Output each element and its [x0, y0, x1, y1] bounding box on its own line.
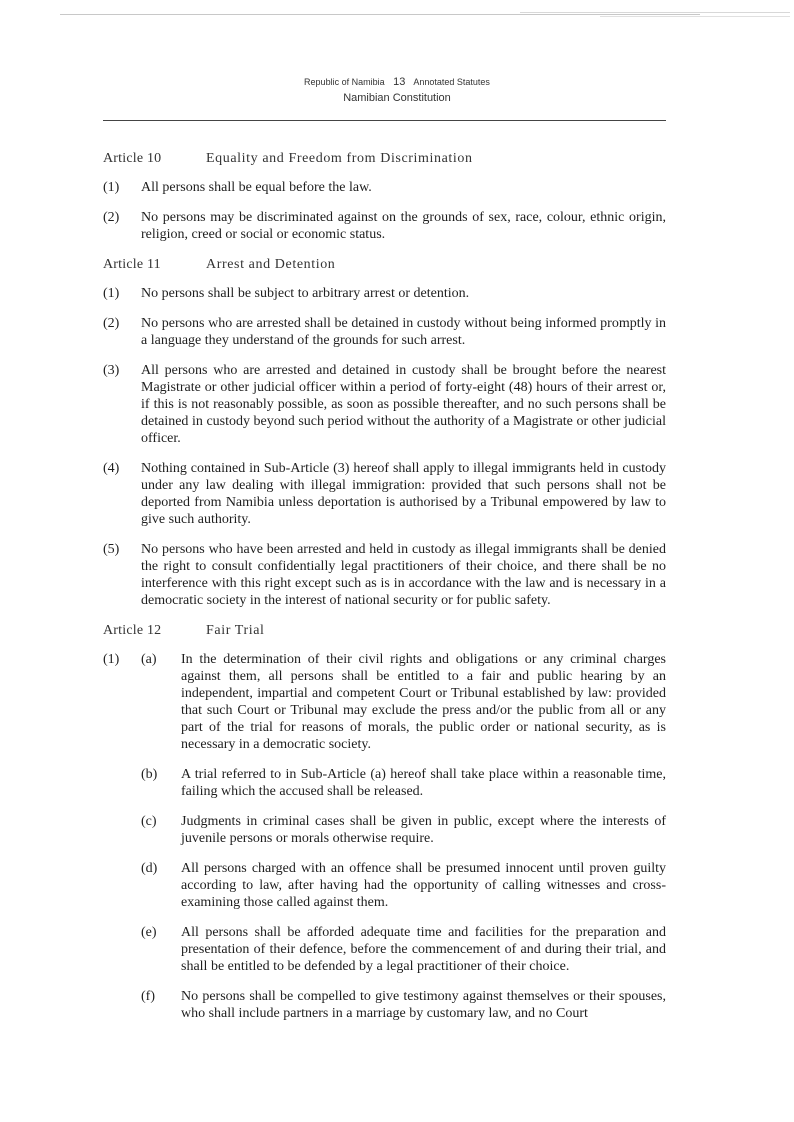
document-title: Namibian Constitution [343, 92, 451, 104]
article-title: Equality and Freedom from Discrimination [206, 151, 473, 166]
paragraph-number: (1) [103, 652, 120, 667]
subparagraph-text: No persons shall be compelled to give testimony against themselves or their spouses, who shall include partners in a marriage by customary law, and no Court [181, 989, 666, 1021]
paragraph-number-spacer [103, 860, 141, 911]
article-subparagraph [103, 813, 666, 847]
article-subparagraph [103, 924, 666, 975]
header-series: Annotated Statutes [413, 77, 490, 87]
subparagraph-letter: (a) [141, 652, 157, 667]
article-number: Article 10 [103, 151, 162, 166]
paragraph-number-spacer [103, 924, 141, 975]
paragraph-number: (3) [103, 363, 120, 378]
scan-line [600, 16, 790, 17]
subparagraph-letter: (b) [141, 767, 158, 782]
article-paragraph [103, 209, 666, 243]
subparagraph-text: A trial referred to in Sub-Article (a) hereof shall take place within a reasonable time, failing which the accused shall be released. [181, 767, 666, 799]
paragraph-number-spacer [103, 813, 141, 847]
subparagraph-letter: (f) [141, 989, 155, 1004]
paragraph-text: All persons shall be equal before the law. [141, 180, 372, 195]
article-subparagraph [103, 766, 666, 800]
scan-line [60, 14, 700, 15]
document-body [103, 150, 666, 1035]
paragraph-number: (4) [103, 461, 120, 476]
scan-line [520, 12, 790, 13]
article-number: Article 11 [103, 257, 161, 272]
subparagraph-letter: (c) [141, 814, 157, 829]
article-subparagraph [103, 860, 666, 911]
article-heading [103, 150, 666, 167]
paragraph-number: (1) [103, 180, 120, 195]
paragraph-text: No persons who are arrested shall be detained in custody without being informed promptly in a language they understand of the grounds for such arrest. [141, 316, 666, 348]
article-paragraph [103, 541, 666, 609]
scan-artifact-top [0, 12, 794, 18]
header-rule [103, 120, 666, 121]
paragraph-number-spacer [103, 988, 141, 1022]
paragraph-text: No persons shall be subject to arbitrary arrest or detention. [141, 286, 470, 301]
subparagraph-text: In the determination of their civil rights and obligations or any criminal charges against them, all persons shall be entitled to a fair and public hearing by an independent, impartial and competent Court or Tribunal established by law: provided that such Court or Tribunal may exclude the press and/or the public from all or any part of the trial for reasons of morals, the public order or national security, as is necessary in a democratic society. [181, 652, 666, 752]
article-title: Arrest and Detention [206, 257, 336, 272]
paragraph-text: No persons may be discriminated against on the grounds of sex, race, colour, ethnic origin, religion, creed or social or economic status. [141, 210, 666, 242]
paragraph-number: (2) [103, 210, 120, 225]
article-subparagraph [103, 988, 666, 1022]
article-paragraph [103, 179, 666, 196]
paragraph-text: Nothing contained in Sub-Article (3) hereof shall apply to illegal immigrants held in custody under any law dealing with illegal immigration: provided that such persons shall not be deported from Namibia unless deportation is authorised by a Tribunal empowered by law to give such authority. [141, 461, 666, 527]
article-paragraph [103, 285, 666, 302]
article-paragraph [103, 315, 666, 349]
header-line [0, 76, 794, 88]
article-title: Fair Trial [206, 623, 265, 638]
subparagraph-letter: (d) [141, 861, 158, 876]
page-number: 13 [393, 76, 406, 88]
article-number: Article 12 [103, 623, 162, 638]
header-country: Republic of Namibia [304, 77, 385, 87]
article-heading [103, 256, 666, 273]
article-subparagraph [103, 651, 666, 753]
paragraph-text: All persons who are arrested and detained in custody shall be brought before the nearest Magistrate or other judicial officer within a period of forty-eight (48) hours of their arrest or, if this is not reasonably possible, as soon as possible thereafter, and no such persons shall be detained in custody beyond such period without the authority of a Magistrate or other judicial officer. [141, 363, 666, 446]
subparagraph-text: All persons charged with an offence shall be presumed innocent until proven guilty according to law, after having had the opportunity of calling witnesses and cross-examining those called against them. [181, 861, 666, 910]
subparagraph-text: Judgments in criminal cases shall be given in public, except where the interests of juvenile persons or morals otherwise require. [181, 814, 666, 846]
article-paragraph [103, 362, 666, 447]
paragraph-text: No persons who have been arrested and held in custody as illegal immigrants shall be denied the right to consult confidentially legal practitioners of their choice, and there shall be no interference with this right except such as is in accordance with the law and is necessary in a democratic society in the interest of national security or for public safety. [141, 542, 666, 608]
paragraph-number: (2) [103, 316, 120, 331]
article-paragraph [103, 460, 666, 528]
subparagraph-letter: (e) [141, 925, 157, 940]
subparagraph-text: All persons shall be afforded adequate time and facilities for the preparation and presentation of their defence, before the commencement of and during their trial, and shall be entitled to be defended by a legal practitioner of their choice. [181, 925, 666, 974]
paragraph-number: (1) [103, 286, 120, 301]
page-header [0, 76, 794, 104]
article-heading [103, 622, 666, 639]
paragraph-number-spacer [103, 766, 141, 800]
paragraph-number: (5) [103, 542, 120, 557]
